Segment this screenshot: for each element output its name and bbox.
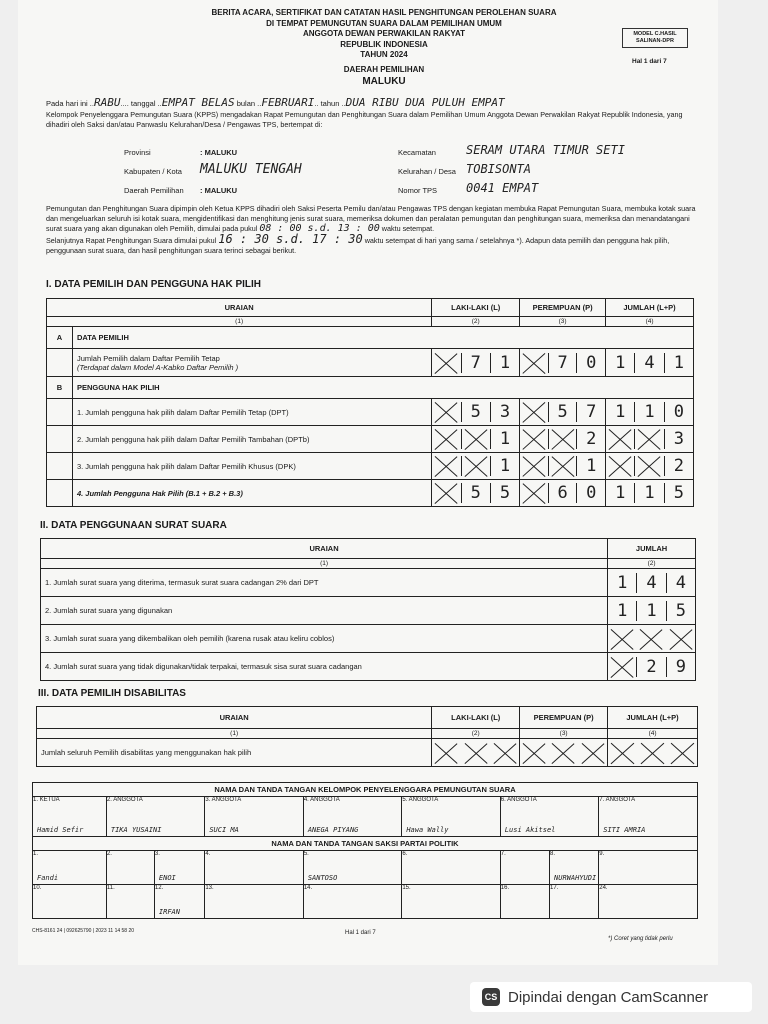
year-value: DUA RIBU DUA PULUH EMPAT bbox=[345, 96, 505, 109]
camscanner-icon: CS bbox=[482, 988, 500, 1006]
digit-cell: 3 bbox=[664, 429, 693, 449]
col-number: (1) bbox=[41, 559, 608, 569]
kabupaten-label: Kabupaten / Kota bbox=[124, 167, 182, 176]
section2-title: II. DATA PENGGUNAAN SURAT SUARA bbox=[40, 520, 227, 531]
crossed-cell bbox=[461, 429, 490, 449]
digit-cell: 5 bbox=[461, 402, 490, 422]
signature-table bbox=[32, 782, 698, 919]
saksi-slot bbox=[599, 851, 698, 885]
saksi-slot bbox=[154, 851, 204, 885]
col-uraian: URAIAN bbox=[41, 539, 608, 559]
role-label: 6. ANGGOTA bbox=[500, 797, 537, 803]
header-line: REPUBLIK INDONESIA bbox=[340, 39, 428, 49]
procedure-text bbox=[46, 204, 696, 256]
digit-cell: 1 bbox=[615, 402, 626, 422]
dpt-note: (Terdapat dalam Model A-Kabko Daftar Pemilih ) bbox=[76, 362, 239, 372]
saksi-number: 8. bbox=[550, 851, 556, 857]
kpps-slot bbox=[500, 797, 598, 837]
crossed-cell bbox=[461, 456, 490, 476]
kecamatan-label: Kecamatan bbox=[398, 148, 436, 157]
col-uraian: URAIAN bbox=[37, 707, 432, 729]
col-jumlah: JUMLAH bbox=[608, 539, 696, 559]
saksi-number: 12. bbox=[154, 885, 164, 891]
ballot-received-label: 1. Jumlah surat suara yang diterima, termasuk surat suara cadangan 2% dari DPT bbox=[41, 569, 608, 597]
saksi-slot bbox=[599, 885, 698, 919]
b3-label: 3. Jumlah pengguna hak pilih dalam Daftar Pemilih Khusus (DPK) bbox=[72, 453, 431, 480]
crossed-cell bbox=[548, 429, 577, 449]
crossed-cell bbox=[606, 456, 634, 476]
digit-cell: 1 bbox=[490, 353, 519, 373]
saksi-number: 15. bbox=[402, 885, 411, 891]
count-body: waktu setempat di hari yang sama / setelahnya *). Adapun data pemilih dan pengguna hak pilih, penggunaan surat suara, dan hasil penghitungan suara terinci sebagai berikut. bbox=[46, 236, 670, 255]
col-number: (1) bbox=[47, 317, 432, 327]
role-label: 1. KETUA bbox=[33, 797, 60, 803]
header-line: TAHUN 2024 bbox=[360, 50, 408, 59]
crossed-cell bbox=[432, 429, 460, 449]
crossed-cell bbox=[634, 456, 663, 476]
dpt-label: Jumlah Pemilih dalam Daftar Pemilih Tetap bbox=[76, 353, 220, 363]
crossed-cell bbox=[520, 456, 548, 476]
model-box: MODEL C.HASIL SALINAN-DPR bbox=[622, 28, 688, 48]
header-line: BERITA ACARA, SERTIFIKAT DAN CATATAN HASIL PENGHITUNGAN PEROLEHAN SUARA bbox=[211, 8, 557, 17]
crossed-cell bbox=[548, 456, 577, 476]
saksi-number: 16. bbox=[500, 885, 510, 891]
footer-note: *) Coret yang tidak perlu bbox=[608, 936, 673, 942]
digit-cell: 2 bbox=[664, 456, 693, 476]
kecamatan-value: SERAM UTARA TIMUR SETI bbox=[466, 143, 625, 157]
role-label: 7. ANGGOTA bbox=[599, 797, 636, 803]
dapil-label: Daerah Pemilihan bbox=[124, 186, 184, 195]
page-number: Hal 1 dari 7 bbox=[632, 58, 667, 65]
col-number: (2) bbox=[608, 559, 696, 569]
col-jumlah: JUMLAH (L+P) bbox=[606, 299, 694, 317]
saksi-slot bbox=[205, 885, 303, 919]
kpps-slot bbox=[205, 797, 303, 837]
saksi-number: 17. bbox=[550, 885, 559, 891]
crossed-cell bbox=[606, 429, 634, 449]
saksi-number: 7. bbox=[500, 851, 506, 857]
saksi-number: 4. bbox=[205, 851, 211, 857]
region-label: DAERAH PEMILIHAN bbox=[343, 64, 425, 74]
role-label: 4. ANGGOTA bbox=[303, 797, 340, 803]
crossed-cell bbox=[432, 353, 460, 373]
digit-cell: 1 bbox=[634, 483, 663, 503]
intro-text: Kelompok Penyelenggara Pemungutan Suara (KPPS) mengadakan Rapat Pemungutan dan Penghitungan Suara dalam Pemilihan Umum Anggota Dewan Perwakilan Rakyat Republik Indonesia, yang dihadiri oleh Saksi dan/atau Panwaslu Kelurahan/Desa / Pengawas TPS, bertempat di: bbox=[46, 110, 683, 129]
signature-name: Hamid Sefir bbox=[37, 826, 84, 834]
digit-cell: 4 bbox=[634, 353, 663, 373]
digit-cell: 1 bbox=[490, 456, 519, 476]
ballot-unused-label: 4. Jumlah surat suara yang tidak digunakan/tidak terpakai, termasuk sisa surat suara cadangan bbox=[41, 653, 608, 681]
digit-cell: 5 bbox=[664, 483, 693, 503]
saksi-slot bbox=[402, 885, 500, 919]
provinsi-label: Provinsi bbox=[124, 148, 151, 157]
digit-cell: 1 bbox=[576, 456, 605, 476]
digit-cell: 7 bbox=[461, 353, 490, 373]
crossed-cell bbox=[520, 483, 548, 503]
col-uraian: URAIAN bbox=[47, 299, 432, 317]
document-code: CHS-8161 24 | 092625790 | 2023 11 14 58 20 bbox=[32, 928, 135, 934]
col-jumlah: JUMLAH (L+P) bbox=[608, 707, 698, 729]
digit-cell: 1 bbox=[490, 429, 519, 449]
kpps-slot bbox=[599, 797, 698, 837]
role-label: 3. ANGGOTA bbox=[205, 797, 242, 803]
col-number: (1) bbox=[37, 729, 432, 739]
crossed-cell bbox=[520, 353, 548, 373]
time-suffix: waktu setempat. bbox=[381, 224, 435, 233]
section-b-title: PENGGUNA HAK PILIH bbox=[72, 377, 693, 399]
signature-name: Lusi Akitsel bbox=[504, 826, 556, 834]
crossed-cell bbox=[520, 402, 548, 422]
saksi-number: 2. bbox=[106, 851, 112, 857]
signature-name: SANTOSO bbox=[307, 874, 338, 882]
role-label: 2. ANGGOTA bbox=[106, 797, 143, 803]
ballot-used-label: 2. Jumlah surat suara yang digunakan bbox=[41, 597, 608, 625]
digit-cell: 5 bbox=[490, 483, 519, 503]
saksi-slot bbox=[550, 885, 599, 919]
saksi-number: 5. bbox=[303, 851, 309, 857]
digit-cell: 3 bbox=[490, 402, 519, 422]
saksi-number: 14. bbox=[303, 885, 313, 891]
saksi-slot bbox=[106, 851, 154, 885]
camscanner-text: Dipindai dengan CamScanner bbox=[508, 988, 709, 1006]
crossed-cell bbox=[608, 657, 636, 677]
day-label: Pada hari ini bbox=[46, 99, 88, 108]
disability-row-label: Jumlah seluruh Pemilih disabilitas yang menggunakan hak pilih bbox=[37, 739, 432, 767]
digit-cell: 5 bbox=[461, 483, 490, 503]
saksi-slot bbox=[106, 885, 154, 919]
b2-label: 2. Jumlah pengguna hak pilih dalam Daftar Pemilih Tambahan (DPTb) bbox=[72, 426, 431, 453]
saksi-number: 1. bbox=[33, 851, 39, 857]
saksi-number: 10. bbox=[33, 885, 42, 891]
signature-name: SITI AMRIA bbox=[603, 826, 646, 834]
digit-cell: 9 bbox=[666, 657, 695, 677]
digit-cell: 0 bbox=[576, 353, 605, 373]
tps-value: 0041 EMPAT bbox=[466, 181, 539, 195]
col-laki: LAKI-LAKI (L) bbox=[432, 299, 520, 317]
month-value: FEBRUARI bbox=[261, 96, 315, 109]
saksi-slot bbox=[402, 851, 500, 885]
section3-title: III. DATA PEMILIH DISABILITAS bbox=[38, 688, 186, 699]
footer-page-number: Hal 1 dari 7 bbox=[345, 930, 376, 936]
section1-title: I. DATA PEMILIH DAN PENGGUNA HAK PILIH bbox=[46, 279, 261, 290]
digit-cell: 7 bbox=[548, 353, 577, 373]
digit-cell: 5 bbox=[548, 402, 577, 422]
crossed-cell bbox=[432, 456, 460, 476]
time-count: 16 : 30 s.d. 17 : 30 bbox=[218, 232, 363, 246]
date-label: tanggal bbox=[130, 99, 156, 108]
b1-label: 1. Jumlah pengguna hak pilih dalam Daftar Pemilih Tetap (DPT) bbox=[72, 399, 431, 426]
digit-cell: 4 bbox=[666, 573, 695, 593]
header-line: ANGGOTA DEWAN PERWAKILAN RAKYAT bbox=[302, 29, 466, 38]
dpt-row-label bbox=[72, 349, 431, 377]
day-value: RABU bbox=[93, 96, 121, 109]
ballot-table bbox=[40, 538, 696, 681]
saksi-slot bbox=[205, 851, 303, 885]
year-label: tahun bbox=[320, 99, 340, 108]
digit-cell: 1 bbox=[615, 352, 626, 373]
kelurahan-value: TOBISONTA bbox=[466, 162, 532, 176]
crossed-cell bbox=[432, 402, 460, 422]
crossed-cell bbox=[634, 429, 663, 449]
saksi-number: 11. bbox=[106, 885, 115, 891]
digit-cell: 1 bbox=[664, 353, 693, 373]
kpps-slot bbox=[402, 797, 500, 837]
time-start: 08 : 00 s.d. 13 : 00 bbox=[259, 223, 380, 234]
region-name: MALUKU bbox=[362, 76, 406, 87]
col-perempuan: PEREMPUAN (P) bbox=[520, 707, 608, 729]
date-value: EMPAT BELAS bbox=[161, 96, 235, 109]
crossed-cell bbox=[432, 483, 460, 503]
saksi-slot bbox=[303, 851, 401, 885]
kpps-slot bbox=[303, 797, 401, 837]
saksi-title: NAMA DAN TANDA TANGAN SAKSI PARTAI POLITIK bbox=[33, 837, 698, 851]
month-label: bulan bbox=[236, 99, 256, 108]
crossed-cell bbox=[520, 429, 548, 449]
saksi-slot bbox=[500, 885, 549, 919]
digit-cell: 1 bbox=[617, 600, 628, 621]
col-number: (4) bbox=[606, 317, 694, 327]
saksi-slot bbox=[154, 885, 204, 919]
col-number: (2) bbox=[432, 729, 520, 739]
col-number: (2) bbox=[432, 317, 520, 327]
digit-cell: 6 bbox=[548, 483, 577, 503]
section-a-title: DATA PEMILIH bbox=[72, 327, 693, 349]
saksi-number: 13. bbox=[205, 885, 214, 891]
digit-cell: 0 bbox=[664, 402, 693, 422]
saksi-number: 3. bbox=[154, 851, 160, 857]
col-number: (3) bbox=[520, 317, 606, 327]
saksi-number: 24. bbox=[599, 885, 608, 891]
b4-label: 4. Jumlah Pengguna Hak Pilih (B.1 + B.2 + B.3) bbox=[72, 480, 431, 507]
saksi-slot bbox=[303, 885, 401, 919]
row-label-b: B bbox=[47, 377, 73, 399]
saksi-number: 9. bbox=[599, 851, 605, 857]
dapil-value: : MALUKU bbox=[200, 186, 238, 195]
saksi-slot bbox=[500, 851, 549, 885]
digit-cell: 1 bbox=[634, 402, 663, 422]
col-perempuan: PEREMPUAN (P) bbox=[520, 299, 606, 317]
signature-name: ANEGA PIYANG bbox=[307, 826, 359, 834]
signature-name: ENOI bbox=[158, 874, 176, 882]
col-laki: LAKI-LAKI (L) bbox=[432, 707, 520, 729]
kelurahan-label: Kelurahan / Desa bbox=[398, 167, 456, 176]
digit-cell: 1 bbox=[636, 601, 665, 621]
camscanner-watermark bbox=[470, 982, 752, 1012]
digit-cell: 0 bbox=[576, 483, 605, 503]
signature-name: NURWAHYUDI bbox=[554, 874, 597, 882]
count-start-text: Selanjutnya Rapat Penghitungan Suara dimulai pukul bbox=[46, 236, 217, 245]
kpps-slot bbox=[33, 797, 107, 837]
kpps-title: NAMA DAN TANDA TANGAN KELOMPOK PENYELENGGARA PEMUNGUTAN SUARA bbox=[33, 783, 698, 797]
signature-name: SUCI MA bbox=[209, 826, 239, 834]
document-header bbox=[0, 8, 768, 88]
digit-cell: 1 bbox=[617, 572, 628, 593]
col-number: (3) bbox=[520, 729, 608, 739]
signature-name: Hawa Wally bbox=[406, 826, 449, 834]
row-label-a: A bbox=[47, 327, 73, 349]
signature-name: TIKA YUSAINI bbox=[110, 826, 162, 834]
header-line: DI TEMPAT PEMUNGUTAN SUARA DALAM PEMILIHAN UMUM bbox=[266, 18, 502, 28]
kabupaten-value: MALUKU TENGAH bbox=[200, 162, 302, 177]
signature-name: IRFAN bbox=[158, 908, 180, 916]
saksi-number: 6. bbox=[402, 851, 408, 857]
ballot-returned-label: 3. Jumlah surat suara yang dikembalikan oleh pemilih (karena rusak atau keliru coblos) bbox=[41, 625, 608, 653]
digit-cell: 4 bbox=[636, 573, 665, 593]
tps-label: Nomor TPS bbox=[398, 186, 438, 195]
saksi-slot bbox=[550, 851, 599, 885]
digit-cell: 2 bbox=[576, 429, 605, 449]
disability-table bbox=[36, 706, 698, 767]
voter-data-table bbox=[46, 298, 694, 507]
digit-cell: 2 bbox=[636, 657, 665, 677]
col-number: (4) bbox=[608, 729, 698, 739]
date-line: Pada hari ini ..RABU.... tanggal ..EMPAT BELAS bulan ..FEBRUARI.. tahun ..DUA RIBU DUA PULUH EMPAT bbox=[46, 96, 505, 109]
digit-cell: 1 bbox=[615, 483, 626, 503]
digit-cell: 5 bbox=[666, 601, 695, 621]
saksi-slot bbox=[33, 851, 107, 885]
provinsi-value: : MALUKU bbox=[200, 148, 238, 157]
saksi-slot bbox=[33, 885, 107, 919]
role-label: 5. ANGGOTA bbox=[402, 797, 439, 803]
digit-cell: 7 bbox=[576, 402, 605, 422]
signature-name: Fandi bbox=[37, 874, 59, 882]
kpps-slot bbox=[106, 797, 204, 837]
procedure-body: Pemungutan dan Penghitungan Suara dipimpin oleh Ketua KPPS dihadiri oleh Saksi Peserta Pemilu dan/atau Pengawas TPS dengan kegiatan membuka Rapat Pemungutan Suara, membuka kotak suara dan mengeluarkan seluruh isi kotak suara, mengidentifikasi dan menghitung jenis surat suara, memeriksa dokumen dan peralatan pemungutan dan penghitungan suara, memeriksa dan menandatangani surat suara yang akan digunakan oleh Pemilih, dimulai pada pukul bbox=[46, 204, 696, 233]
